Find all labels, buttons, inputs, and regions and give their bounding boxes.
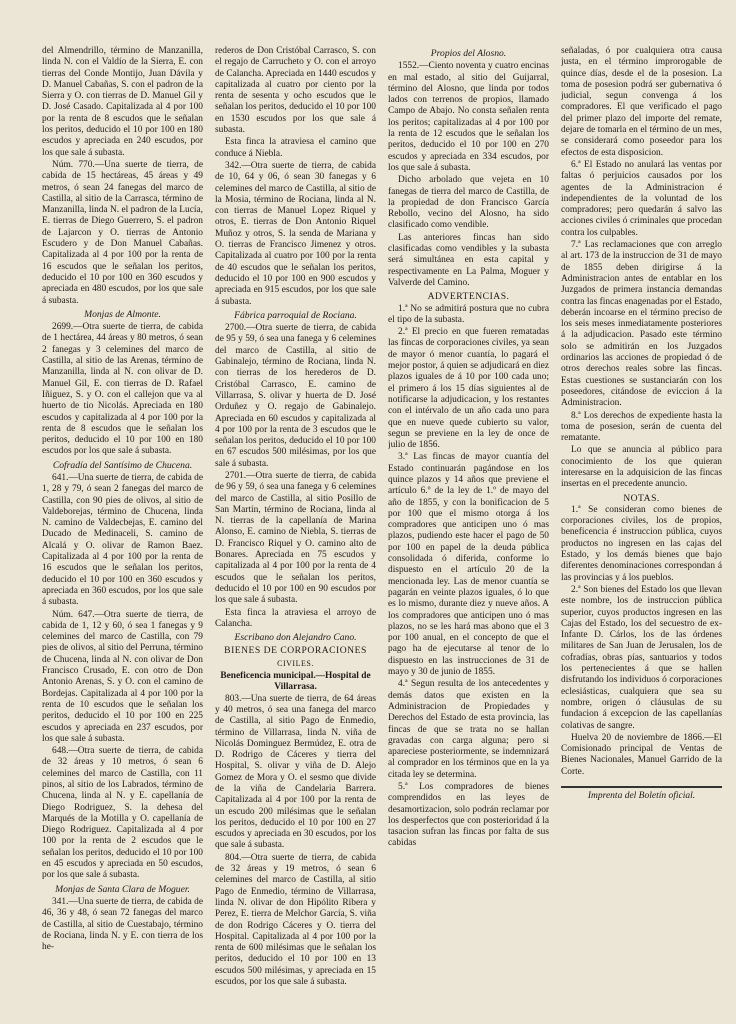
paragraph: 6.ª El Estado no anulará las ventas por faltas ó perjuicios causados por los agentes de la Administracion é independientes de la voluntad de los compradores; pero quedarán á salvo las acciones civiles ó criminales que procedan contra los culpables.	[561, 159, 722, 238]
nota: 2.ª Son bienes del Estado los que llevan este nombre, los de instruccion pública superior, cuyos productos ingresen en las Cajas del Estado, los del secuestro de ex-Infante D. Cárlos, los de las órdenes militares de San Juan de Jerusalen, los de cofradías, obras pías, santuarios y todos los pertenecientes á que se hallen disfrutando los individuos ó corporaciones eclesiásticas, cualquiera que sea su nombre, origen ó cláusulas de su fundacion á excepcion de las capellanías colativas de sangre.	[561, 584, 722, 731]
institution-heading: Beneficencia municipal.—Hospital de Villarrasa.	[220, 671, 371, 693]
paragraph: 2699.—Otra suerte de tierra, de cabida de 1 hectárea, 44 áreas y 80 metros, ó sean 2 fanegas y 3 celemines del marco de Castilla, al sitio de las Arenas, término de Manzanilla, linda al N. con olivar de D. Manuel Gil, E. con tierras de D. Rafael Iñiguez, S. y O. con el callejon que va al huerto de tio Nicolás. Apreciada en 180 escudos y capitalizada al 4 por 100 por la renta de 8 escudos que le señalan los peritos, deducido el 10 por 100 en 180 escudos por los que sale á subasta.	[42, 322, 203, 457]
advertencia: 5.ª Los compradores de bienes comprendidos en las leyes de desamortizacion, solo podrán reclamar por los desperfectos que con posterioridad á la tasacion sufran las fincas por falta de sus cabidas	[388, 782, 549, 849]
column-4	[561, 46, 722, 1006]
paragraph: 804.—Otra suerte de tierra, de cabida de 32 áreas y 19 metros, ó sean 6 celemines del marco de Castilla, al sitio Pago de Enmedio, término de Villarrasa, linda N. olivar de don Hipólito Ribera y Perez, E. tierra de Melchor García, S. viña de don Rodrigo Cáceres y O. tierra del Hospital. Capitalizada al 4 por 100 por la renta de 600 milésimas que le señalan los peritos, deducido el 10 por 100 en 13 escudos 500 milésimas, y apreciada en 15 escudos, por los que sale á subasta.	[215, 852, 376, 988]
paragraph: 341.—Una suerte de tierra, de cabida de 46, 36 y 48, ó sean 72 fanegas del marco de Castilla, al sitio de Cuestabajo, término de Rociana, linda N. y E. con tierra de los he-	[42, 896, 203, 953]
section-heading: Monjas de Santa Clara de Moguer.	[55, 883, 190, 895]
paragraph: 641.—Una suerte de tierra, de cabida de 1, 28 y 79, ó sean 2 fanegas del marco de Castilla, con 90 pies de olivos, al sitio de Valdeborejas, término de Chucena, linda N. camino de Valdecbejas, E. camino del Ducado de Medinaceli, S. camino de Alcalá y O. olivar de Ramon Baez. Capitalizada al 4 por 100 por la renta de 16 escudos que le señalan los peritos, deducido el 10 por 100 en 360 escudos y apreciada en 360 escudos, por los que sale á subasta.	[42, 472, 203, 608]
paragraph: Las anteriores fincas han sido clasificadas como vendibles y la subasta será simultánea en esta capital y respectivamente en La Palma, Moguer y Valverde del Camino.	[388, 232, 549, 288]
section-heading: Cofradía del Santísimo de Chucena.	[52, 459, 193, 471]
paragraph: Núm. 647.—Otra suerte de tierra, de cabida de 1, 12 y 60, ó sea 1 fanegas y 9 celemines del marco de Castilla, con 79 pies de olivos, al sitio del Perruna, término de Chucena, linda al N. con olivar de Don Francisco Crusado, E. con otro de Don Antonio Arenas, S. y O. con el camino de Bordejas. Capitalizada al 4 por 100 por la renta de 10 escudos que le señalan los peritos, deducido el 10 por 100 en 225 escudos y apreciada en 237 escudos, por los que sale á subasta.	[42, 609, 203, 744]
paragraph: Dicho arbolado que vejeta en 10 fanegas de tierra del marco de Castilla, de la propiedad de don Francisco García Rebollo, vecino del Alosno, ha sido clasificado como vendible.	[388, 175, 549, 231]
advertencia: 2.ª El precio en que fueren rematadas las fincas de corporaciones civiles, ya sean de mayor ó menor cuantía, lo pagará el mejor postor, á quien se adjudicará en diez plazos iguales de á 10 por 100 cada uno; el primero á los 15 días siguientes al de notificarse la adjudicacion, y los restantes con el intérvalo de un año cada uno para que en nueve quede cubierto su valor, segun se previene en la ley de once de julio de 1856.	[388, 327, 549, 451]
printer-footer: Imprenta del Boletín oficial.	[561, 786, 722, 802]
paragraph: 1552.—Ciento noventa y cuatro encinas en mal estado, al sitio del Guijarral, término del Alosno, que linda por todos lados con terrenos de propios, llamado Campo de Abajo. No consta señalen renta los peritos; capitalizadas al 4 por 100 por la renta de 12 escudos que le señalan los peritos, deducido el 10 por 100 en 270 escudos y apreciada en 334 escudos, por los que sale á subasta.	[388, 61, 549, 173]
section-heading: Monjas de Almonte.	[84, 308, 161, 320]
paragraph: 7.ª Las reclamaciones que con arreglo al art. 173 de la instruccion de 31 de mayo de 1855 deben dirigirse á la Administracion antes de entablar en los Juzgados de primera instancia demandas contra las fincas enagenadas por el Estado, deberán incoarse en el término preciso de los seis meses inmediatamente posteriores á la adjudicacion. Pasado este término solo se admitirán en los Juzgados ordinarios las acciones de propiedad ó de otros derechos reales sobre las fincas. Estas cuestiones se sustanciarán con los poseedores, citándose de eviccion á la Administracion.	[561, 240, 722, 409]
paragraph: 648.—Otra suerte de tierra, de cabida de 32 áreas y 10 metros, ó sean 6 celemines del marco de Castilla, con 11 pinos, al sitio de los Labrados, término de Chucena, linda al N. y E. capellanía de Diego Rodriguez, S. la dehesa del Marqués de la Motilla y O. capellanía de Diego Rodriguez. Capitalizada al 4 por 100 por la renta de 2 escudos que le señalan los peritos, deducido el 10 por 100 en 45 escudos y apreciada en 50 escudos, por los que sale á subasta.	[42, 746, 203, 881]
paragraph: Lo que se anuncia al público para conocimiento de los que quieran interesarse en la adquisicion de las fincas insertas en el precedente anuncio.	[561, 445, 722, 490]
paragraph: 803.—Una suerte de tierra, de 64 áreas y 40 metros, ó sea una fanega del marco de Castilla, al sitio Pago de Enmedio, término de Villarrasa, linda N. viña de Nicolás Dominguez Bermúdez, E. otra de D. Rodrigo de Cáceres y tierra del Hospital, S. olivar y viña de D. Alejo Gomez de Mora y O. el sesmo que divide de la viña de Candelaria Barrera. Capitalizada al 4 por 100 por la renta de un escudo 200 milésimas que le señalan los peritos, deducido el 10 por 100 en 27 escudos y apreciada en 30 escudos, por los que sale á subasta.	[215, 693, 376, 851]
section-heading: Fábrica parroquial de Rociana.	[234, 309, 357, 321]
paragraph: 8.ª Los derechos de expediente hasta la toma de posesion, serán de cuenta del rematante.	[561, 410, 722, 444]
nota: 1.ª Se consideran como bienes de corporaciones civiles, los de propios, beneficencia é instruccion pública, cuyos productos no ingresen en las cajas del Estado, y los demás bienes que bajo diferentes denominaciones correspondan á las provincias y á los pueblos.	[561, 504, 722, 583]
paragraph: 342.—Otra suerte de tierra, de cabida de 10, 64 y 06, ó sean 30 fanegas y 6 celemines del marco de Castilla, al sitio de la Mosia, término de Rociana, linda al N. con tierras de Manuel Lopez Riquel y otros, E. tierras de Don Antonio Riquel Muñoz y otros, S. la senda de Mariana y O. tierras de Francisco Jimenez y otros. Capitalizada al cuatro por 100 por la renta de 40 escudos que le señalan los peritos, deducido el 10 por 100 en 900 escudos y apreciada en 915 escudos, por los que sale á subasta.	[215, 160, 376, 307]
paragraph: rederos de Don Cristóbal Carrasco, S. con el regajo de Carrucheto y O. con el arroyo de Calancha. Apreciada en 1440 escudos y capitalizada al cuatro por ciento por la renta de sesenta y ocho escudos que le señalan los peritos, deducido el 10 por 100 en 1530 escudos por los que sale á subasta.	[215, 46, 376, 136]
column-3	[388, 46, 549, 1006]
section-subtitle: CIVILES.	[277, 658, 314, 668]
paragraph: 2700.—Otra suerte de tierra, de cabida de 95 y 59, ó sea una fanega y 6 celemines del marco de Castilla, al sitio de Gabinalejo, término de Rociana, linda N. con tierras de los herederos de D. Cristóbal Carrasco, E. camino de Villarrasa, S. olivar y huerta de D. José Orduñez y O. regajo de Gabinalejo. Apreciada en 60 escudos y capitalizada al 4 por 100 por la renta de 3 escudos que le señalan los peritos, deducido el 10 por 100 en 67 escudos 500 milésimas, por los que sale á subasta.	[215, 323, 376, 469]
section-title: NOTAS.	[623, 492, 660, 504]
columns	[42, 46, 722, 1006]
column-1	[42, 46, 203, 1006]
section-title: ADVERTENCIAS.	[427, 291, 510, 303]
paragraph: Esta finca la atraviesa el camino que conduce á Niebla.	[215, 137, 376, 159]
paragraph: señaladas, ó por cualquiera otra causa justa, en el término improrogable de quince días, desde el de la posesion. La toma de posesion podrá ser gubernativa ó judicial, segun convenga á los compradores. El que verificado el pago del primer plazo del importe del remate, dejare de tomarla en el término de un mes, se considerará como poseedor para los efectos de esta disposicion.	[561, 46, 722, 158]
paragraph: del Almendrillo, término de Manzanilla, linda N. con el Valdío de la Sierra, E. con tierras del Conde Montijo, Juan Dávila y D. Manuel Cabañas, S. con el padron de la Sierra y O. con tierras de D. Manuel Gil y D. José Casado. Capitalizada al 4 por 100 por la renta de 8 escudos que le señalan los peritos, deducido el 10 por 100 en 180 escudos y apreciada en 240 escudos, por los que sale á subasta.	[42, 46, 203, 158]
section-heading: Propios del Alosno.	[430, 48, 507, 59]
paragraph: Esta finca la atraviesa el arroyo de Calancha.	[215, 607, 376, 629]
advertencia: 3.ª Las fincas de mayor cuantía del Estado continuarán pagándose en los quince plazos y 14 años que previene el artículo 6.º de la ley de 1.º de mayo del año de 1855, y con la bonificacion de 5 por 100 que el mismo otorga á los compradores que anticipen uno ó mas plazos, pudiendo este hacer el pago de 50 por 100 en papel de la deuda pública consolidada ó diferida, conforme lo dispuesto en el artículo 20 de la mencionada ley. Las de menor cuantía se pagarán en veinte plazos iguales, ó lo que es lo mismo, durante diez y nueve años. A los compradores que anticipen uno ó mas plazos, no se les hará mas abono que el 3 por 100 anual, en el concepto de que el pago ha de ejecutarse al tenor de lo dispuesto en las instrucciones de 31 de mayo y 30 de junio de 1855.	[388, 452, 549, 678]
signature-date: Huelva 20 de noviembre de 1866.—El Comisionado principal de Ventas de Bienes Nacionales, Manuel Garrido de la Corte.	[561, 732, 722, 777]
section-heading: Escribano don Alejandro Cano.	[234, 632, 357, 644]
section-title: BIENES DE CORPORACIONES	[224, 645, 367, 657]
paragraph: 2701.—Otra suerte de tierra, de cabida de 96 y 59, ó sea una fanega y 6 celemines del marco de Castilla, al sitio Posillo de San Martín, término de Rociana, linda al N. tierras de la capellanía de Marina Alonso, E. camino de Niebla, S. tierras de D. Francisco Riquel y O. camino alto de Bonares. Apreciada en 75 escudos y capitalizada al 4 por 100 por la renta de 4 escudos que le señalan los peritos, deducido el 10 por 100 en 90 escudos por los que sale á subasta.	[215, 470, 376, 606]
column-2	[215, 46, 376, 1006]
advertencia: 4.ª Segun resulta de los antecedentes y demás datos que existen en la Administracion de Propiedades y Derechos del Estado de esta provincia, las fincas de que se trata no se hallan gravadas con carga alguna; pero si apareciese posteriormente, se indemnizará al comprador en los términos que en la ya citada ley se determina.	[388, 679, 549, 780]
advertencia: 1.ª No se admitirá postura que no cubra el tipo de la subasta.	[388, 303, 549, 325]
paragraph: Núm. 770.—Una suerte de tierra, de cabida de 15 hectáreas, 45 áreas y 49 metros, ó sean 24 fanegas del marco de Castilla, al sitio de la Carrasca, término de Manzanilla, linda N. el padron de la Lucía, E. tierras de Diego Guerrero, S. el padron de Lajarcon y O. tierras de Antonio Escudero y de Don Manuel Cabañas. Capitalizada al 4 por 100 por la renta de 16 escudos que le señalan los peritos, deducido el 10 por 100 en 360 escudos y apreciada en 480 escudos, por los que sale á subasta.	[42, 159, 203, 306]
